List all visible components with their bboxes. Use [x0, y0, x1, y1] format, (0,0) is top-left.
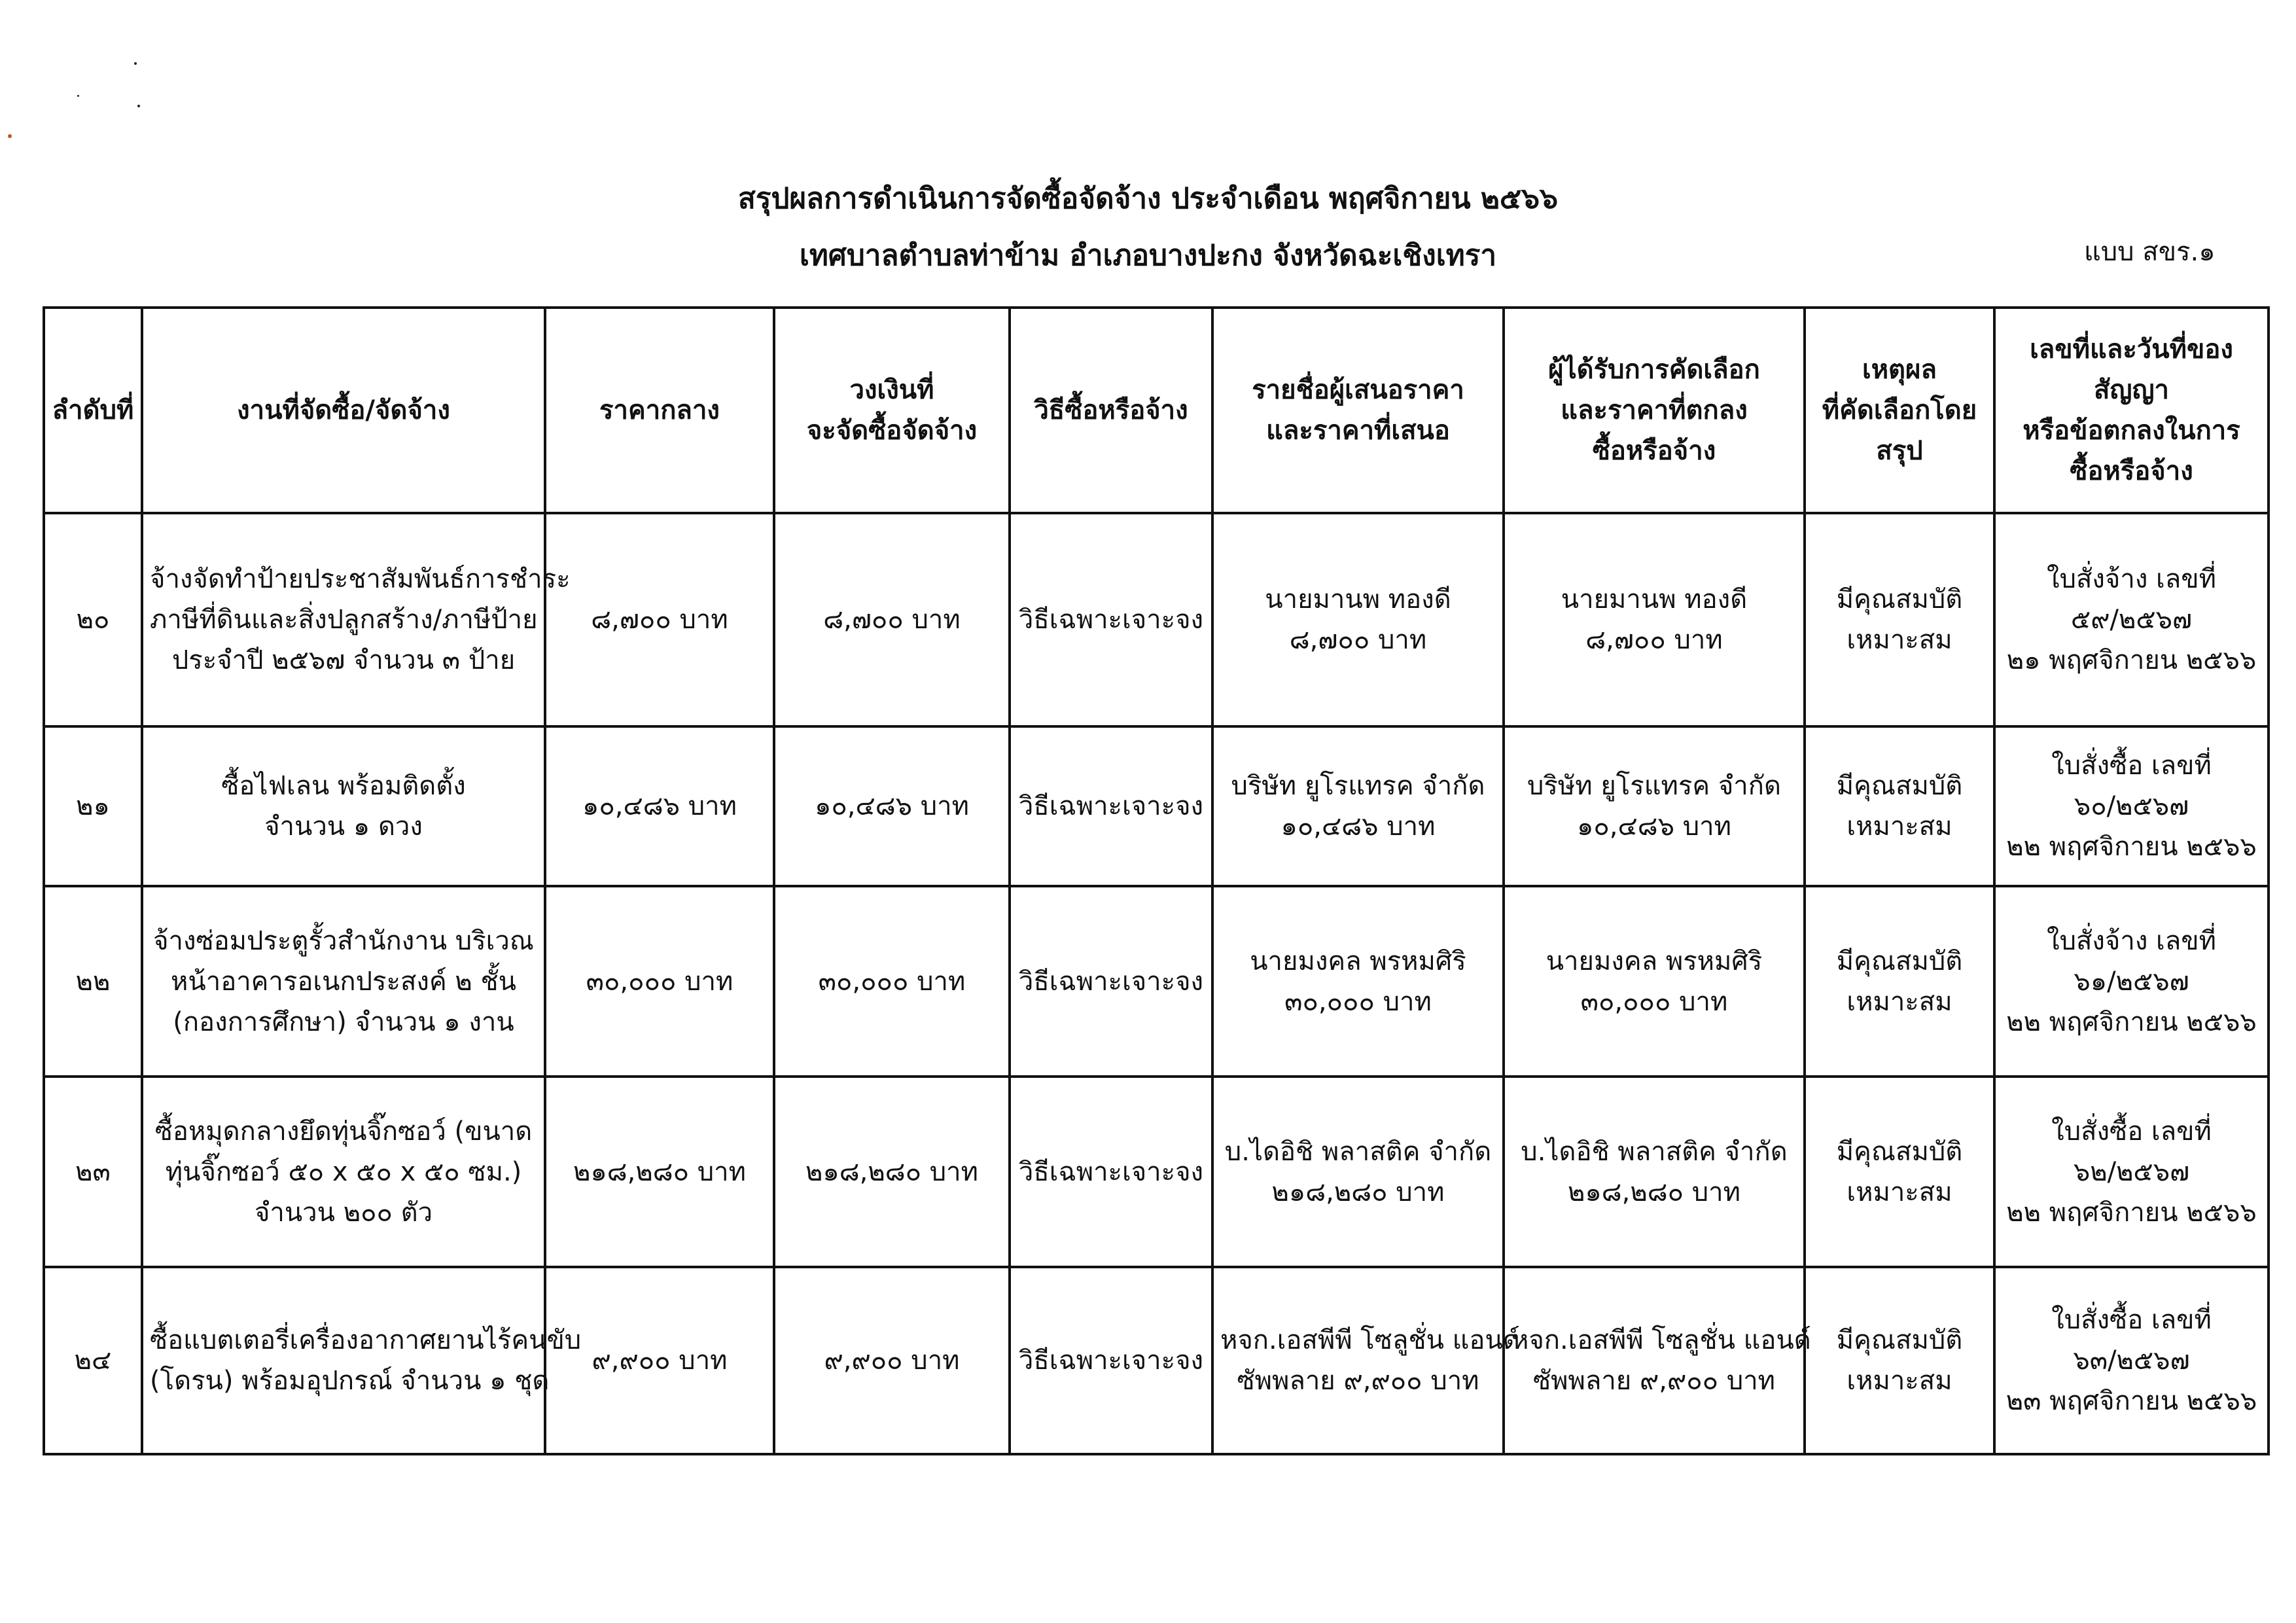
- cell-method: วิธีเฉพาะเจาะจง: [1010, 1267, 1212, 1454]
- header-line: จะจัดซื้อจัดจ้าง: [806, 416, 978, 446]
- cell-line: ซื้อไฟเลน พร้อมติดตั้ง: [221, 771, 466, 801]
- cell-line: ซัพพลาย ๙,๙๐๐ บาท: [1237, 1366, 1479, 1396]
- table-body: [44, 513, 2269, 1454]
- cell-line: เหมาะสม: [1846, 1366, 1952, 1396]
- header-line: เลขที่และวันที่ของ: [2030, 334, 2233, 365]
- cell-no: ๒๔: [44, 1267, 142, 1454]
- cell-line: ซื้อหมุดกลางยึดทุ่นจิ๊กซอว์ (ขนาด: [154, 1116, 533, 1147]
- form-code: แบบ สขร.๑: [2084, 237, 2216, 267]
- cell-line: มีคุณสมบัติ: [1836, 1325, 1963, 1355]
- cell-median-price: ๘,๗๐๐ บาท: [545, 513, 774, 726]
- header-line: สัญญา: [2093, 375, 2170, 405]
- cell-method: วิธีเฉพาะเจาะจง: [1010, 1077, 1212, 1267]
- table-row: [44, 886, 2269, 1077]
- cell-line: ทุ่นจิ๊กซอว์ ๕๐ x ๕๐ x ๕๐ ซม.): [165, 1156, 522, 1187]
- cell-work: [142, 1267, 582, 1454]
- table-row: [44, 513, 2269, 726]
- cell-selected: [1504, 886, 1805, 1077]
- cell-line: ใบสั่งซื้อ เลขที่: [2051, 751, 2212, 781]
- cell-line: (โดรน) พร้อมอุปกรณ์ จำนวน ๑ ชุด: [150, 1366, 550, 1396]
- table-header-row: [44, 308, 2269, 513]
- cell-line: เหมาะสม: [1846, 812, 1952, 842]
- cell-line: ๕๙/๒๕๖๗: [2070, 605, 2193, 635]
- cell-line: มีคุณสมบัติ: [1836, 1136, 1963, 1167]
- cell-line: ๒๑๘,๒๘๐ บาท: [1568, 1177, 1740, 1207]
- cell-line: เหมาะสม: [1846, 986, 1952, 1017]
- cell-line: ๒๑๘,๒๘๐ บาท: [1271, 1177, 1445, 1207]
- cell-line: ๖๒/๒๕๖๗: [2073, 1156, 2190, 1187]
- cell-line: ซื้อแบตเตอรี่เครื่องอากาศยานไร้คนขับ: [150, 1325, 582, 1355]
- cell-line: ๖๐/๒๕๖๗: [2074, 791, 2189, 821]
- cell-line: ๑๐,๔๘๖ บาท: [1577, 812, 1731, 842]
- cell-no: ๒๑: [44, 726, 142, 886]
- cell-line: จำนวน ๑ ดวง: [264, 812, 423, 842]
- cell-bidders: [1212, 513, 1504, 726]
- cell-bidders: [1212, 1267, 1520, 1454]
- cell-line: ๓๐,๐๐๐ บาท: [1580, 986, 1728, 1017]
- cell-work: [142, 1077, 545, 1267]
- header-line: ผู้ได้รับการคัดเลือก: [1548, 355, 1760, 385]
- cell-line: หจก.เอสพีพี โซลูชั่น แอนด์: [1220, 1325, 1520, 1355]
- cell-line: ประจำปี ๒๕๖๗ จำนวน ๓ ป้าย: [171, 645, 516, 675]
- cell-line: นายมานพ ทองดี: [1561, 584, 1748, 615]
- cell-median-price: ๓๐,๐๐๐ บาท: [545, 886, 774, 1077]
- table-row: [44, 1077, 2269, 1267]
- cell-line: ๘,๗๐๐ บาท: [1585, 625, 1723, 655]
- cell-reason: [1805, 1267, 1994, 1454]
- cell-selected: [1504, 1077, 1805, 1267]
- cell-bidders: [1212, 726, 1504, 886]
- cell-line: ซัพพลาย ๙,๙๐๐ บาท: [1532, 1366, 1776, 1396]
- table-row: [44, 726, 2269, 886]
- header-line: ลำดับที่: [52, 395, 134, 425]
- header-line: งานที่จัดซื้อ/จัดจ้าง: [237, 395, 450, 425]
- cell-no: ๒๐: [44, 513, 142, 726]
- cell-contract: [1994, 1267, 2269, 1454]
- cell-budget: ๙,๙๐๐ บาท: [774, 1267, 1010, 1454]
- cell-line: ใบสั่งจ้าง เลขที่: [2047, 564, 2216, 594]
- scan-speck: [77, 95, 79, 97]
- cell-line: (กองการศึกษา) จำนวน ๑ งาน: [173, 1007, 514, 1037]
- scan-speck: [8, 134, 12, 138]
- cell-method: วิธีเฉพาะเจาะจง: [1010, 886, 1212, 1077]
- header-reason: [1805, 308, 1994, 513]
- cell-reason: [1805, 726, 1994, 886]
- cell-line: ๑๐,๔๘๖ บาท: [1280, 812, 1436, 842]
- cell-line: บ.ไดอิชิ พลาสติค จำกัด: [1521, 1136, 1788, 1167]
- cell-line: ๒๑ พฤศจิกายน ๒๕๖๖: [2006, 645, 2257, 675]
- cell-line: นายมงคล พรหมศิริ: [1545, 946, 1763, 976]
- cell-line: จ้างจัดทำป้ายประชาสัมพันธ์การชำระ: [150, 564, 571, 594]
- procurement-table: [43, 306, 2270, 1455]
- cell-contract: [1994, 1077, 2269, 1267]
- cell-line: ใบสั่งซื้อ เลขที่: [2051, 1116, 2212, 1147]
- cell-line: ๖๓/๒๕๖๗: [2073, 1346, 2190, 1376]
- header-line: สรุป: [1876, 436, 1923, 466]
- cell-selected: [1504, 726, 1805, 886]
- cell-contract: [1994, 886, 2269, 1077]
- document-title: สรุปผลการดำเนินการจัดซื้อจัดจ้าง ประจำเดือน พฤศจิกายน ๒๕๖๖: [737, 182, 1559, 215]
- cell-no: ๒๓: [44, 1077, 142, 1267]
- cell-selected: [1504, 1267, 1811, 1454]
- cell-line: จำนวน ๒๐๐ ตัว: [254, 1197, 433, 1228]
- header-budget: [774, 308, 1010, 513]
- cell-line: ๒๒ พฤศจิกายน ๒๕๖๖: [2006, 1007, 2257, 1037]
- cell-budget: ๒๑๘,๒๘๐ บาท: [774, 1077, 1010, 1267]
- scan-speck: [137, 105, 140, 107]
- cell-line: ๘,๗๐๐ บาท: [1289, 625, 1427, 655]
- cell-bidders: [1212, 1077, 1504, 1267]
- cell-work: [142, 886, 545, 1077]
- header-line: และราคาที่ตกลง: [1561, 395, 1748, 425]
- cell-line: นายมงคล พรหมศิริ: [1250, 946, 1466, 976]
- cell-line: ใบสั่งจ้าง เลขที่: [2047, 925, 2216, 956]
- header-line: ราคากลาง: [599, 395, 720, 425]
- cell-line: ๒๒ พฤศจิกายน ๒๕๖๖: [2006, 832, 2257, 862]
- table-row: [44, 1267, 2269, 1454]
- cell-median-price: ๒๑๘,๒๘๐ บาท: [545, 1077, 774, 1267]
- header-line: ที่คัดเลือกโดย: [1822, 395, 1977, 425]
- cell-method: วิธีเฉพาะเจาะจง: [1010, 513, 1212, 726]
- cell-budget: ๓๐,๐๐๐ บาท: [774, 886, 1010, 1077]
- cell-line: บ.ไดอิชิ พลาสติค จำกัด: [1224, 1136, 1492, 1167]
- cell-reason: [1805, 1077, 1994, 1267]
- cell-bidders: [1212, 886, 1504, 1077]
- cell-line: มีคุณสมบัติ: [1836, 584, 1963, 615]
- cell-budget: ๑๐,๔๘๖ บาท: [774, 726, 1010, 886]
- header-line: รายชื่อผู้เสนอราคา: [1252, 375, 1464, 405]
- cell-line: ภาษีที่ดินและสิ่งปลูกสร้าง/ภาษีป้าย: [150, 605, 538, 635]
- header-work: [142, 308, 545, 513]
- cell-selected: [1504, 513, 1805, 726]
- header-contract: [1994, 308, 2269, 513]
- header-no: [44, 308, 142, 513]
- header-line: หรือข้อตกลงในการ: [2022, 416, 2240, 446]
- cell-reason: [1805, 513, 1994, 726]
- header-line: และราคาที่เสนอ: [1266, 416, 1450, 446]
- cell-no: ๒๒: [44, 886, 142, 1077]
- cell-line: ๖๑/๒๕๖๗: [2074, 966, 2189, 997]
- cell-contract: [1994, 513, 2269, 726]
- cell-line: จ้างซ่อมประตูรั้วสำนักงาน บริเวณ: [153, 925, 534, 956]
- cell-work: [142, 726, 545, 886]
- cell-line: มีคุณสมบัติ: [1836, 771, 1963, 801]
- header-bidders: [1212, 308, 1504, 513]
- cell-line: ๒๓ พฤศจิกายน ๒๕๖๖: [2005, 1386, 2257, 1416]
- cell-line: บริษัท ยูโรแทรค จำกัด: [1527, 771, 1781, 801]
- cell-line: หน้าอาคารอเนกประสงค์ ๒ ชั้น: [171, 966, 516, 997]
- cell-line: หจก.เอสพีพี โซลูชั่น แอนด์: [1511, 1325, 1811, 1355]
- document-subtitle: เทศบาลตำบลท่าข้าม อำเภอบางปะกง จังหวัดฉะเชิงเทรา: [799, 239, 1497, 272]
- header-line: วิธีซื้อหรือจ้าง: [1034, 395, 1188, 425]
- cell-line: เหมาะสม: [1846, 1177, 1952, 1207]
- header-line: วงเงินที่: [849, 375, 934, 405]
- header-selected: [1504, 308, 1805, 513]
- cell-method: วิธีเฉพาะเจาะจง: [1010, 726, 1212, 886]
- header-method: [1010, 308, 1212, 513]
- cell-line: ๓๐,๐๐๐ บาท: [1284, 986, 1432, 1017]
- cell-work: [142, 513, 571, 726]
- cell-median-price: ๙,๙๐๐ บาท: [545, 1267, 774, 1454]
- cell-contract: [1994, 726, 2269, 886]
- cell-line: บริษัท ยูโรแทรค จำกัด: [1231, 771, 1485, 801]
- cell-budget: ๘,๗๐๐ บาท: [774, 513, 1010, 726]
- cell-line: มีคุณสมบัติ: [1836, 946, 1963, 976]
- cell-line: เหมาะสม: [1846, 625, 1952, 655]
- header-line: ซื้อหรือจ้าง: [1592, 436, 1716, 466]
- scan-speck: [134, 62, 137, 65]
- cell-line: ใบสั่งซื้อ เลขที่: [2051, 1305, 2212, 1335]
- cell-reason: [1805, 886, 1994, 1077]
- header-line: เหตุผล: [1862, 355, 1937, 385]
- cell-line: นายมานพ ทองดี: [1265, 584, 1451, 615]
- cell-line: ๒๒ พฤศจิกายน ๒๕๖๖: [2006, 1197, 2257, 1228]
- cell-median-price: ๑๐,๔๘๖ บาท: [545, 726, 774, 886]
- header-median-price: [545, 308, 774, 513]
- header-line: ซื้อหรือจ้าง: [2070, 456, 2193, 486]
